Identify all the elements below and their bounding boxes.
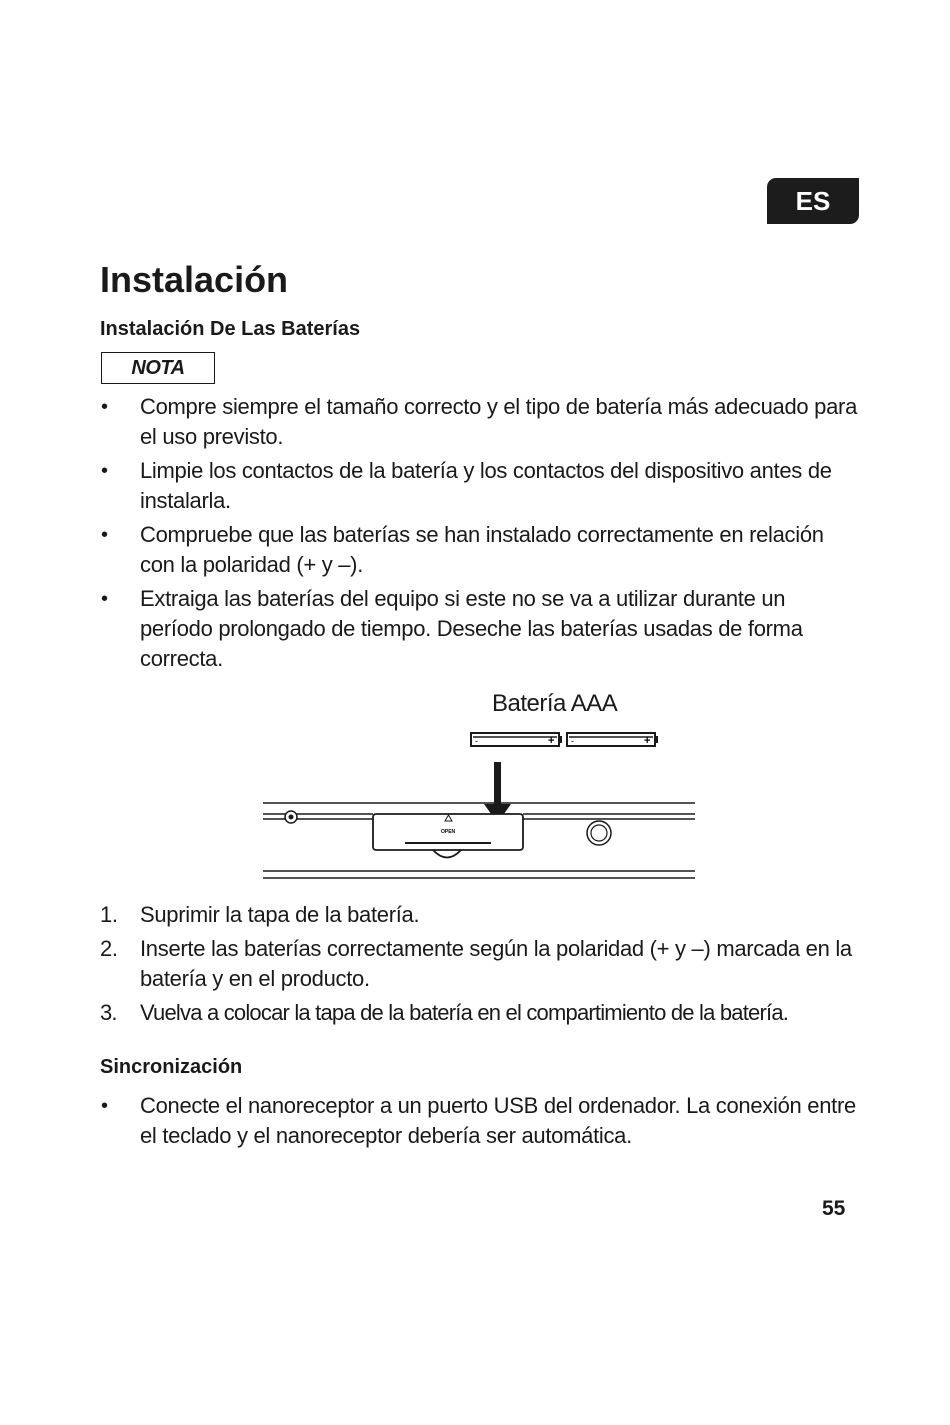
battery-compartment-diagram <box>255 725 700 885</box>
bullet-icon: • <box>101 460 108 482</box>
page-number: 55 <box>822 1197 846 1220</box>
list-item: • Compre siempre el tamaño correcto y el tipo de batería más adecuado para el uso previsto. <box>101 394 858 449</box>
list-item: • Extraiga las baterías del equipo si este no se va a utilizar durante un período prolongado de tiempo. Deseche las baterías usadas de forma correcta. <box>101 586 803 671</box>
list-item: 1. Suprimir la tapa de la batería. <box>100 900 860 930</box>
step-number: 2. <box>100 936 118 961</box>
list-item: 2. Inserte las baterías correctamente según la polaridad (+ y –) marcada en la batería y en el producto. <box>100 936 852 991</box>
step-number: 3. <box>100 1000 117 1025</box>
note-list <box>100 392 860 678</box>
svg-text:-: - <box>475 736 478 746</box>
bullet-icon: • <box>101 396 108 418</box>
svg-text:+: + <box>548 735 555 747</box>
battery-icon <box>471 733 562 747</box>
page-title: Instalación <box>100 259 289 300</box>
list-item: 3. Vuelva a colocar la tapa de la batería en el compartimiento de la batería. <box>100 998 860 1028</box>
sync-heading: Sincronización <box>100 1056 243 1078</box>
list-item: • Compruebe que las baterías se han instalado correctamente en relación con la polaridad (+ y –). <box>101 522 824 577</box>
bullet-icon: • <box>101 524 108 546</box>
step-number: 1. <box>100 902 118 927</box>
svg-text:-: - <box>571 736 574 746</box>
battery-icon <box>567 733 658 747</box>
battery-type-label: Batería AAA <box>492 690 618 717</box>
svg-text:OPEN: OPEN <box>441 829 456 835</box>
note-label: NOTA <box>101 352 215 384</box>
bullet-icon: • <box>101 588 108 610</box>
list-item: • Limpie los contactos de la batería y los contactos del dispositivo antes de instalarla. <box>101 458 832 513</box>
list-item: • Conecte el nanoreceptor a un puerto USB del ordenador. La conexión entre el teclado y el nanoreceptor debería ser automática. <box>101 1093 856 1148</box>
battery-cover <box>373 814 523 858</box>
language-tab: ES <box>767 178 859 224</box>
battery-install-heading: Instalación De Las Baterías <box>100 318 361 340</box>
svg-text:+: + <box>644 735 651 747</box>
round-button-icon <box>587 821 611 845</box>
steps-list <box>100 900 860 1032</box>
sync-list <box>100 1091 860 1155</box>
bullet-icon: • <box>101 1095 108 1117</box>
